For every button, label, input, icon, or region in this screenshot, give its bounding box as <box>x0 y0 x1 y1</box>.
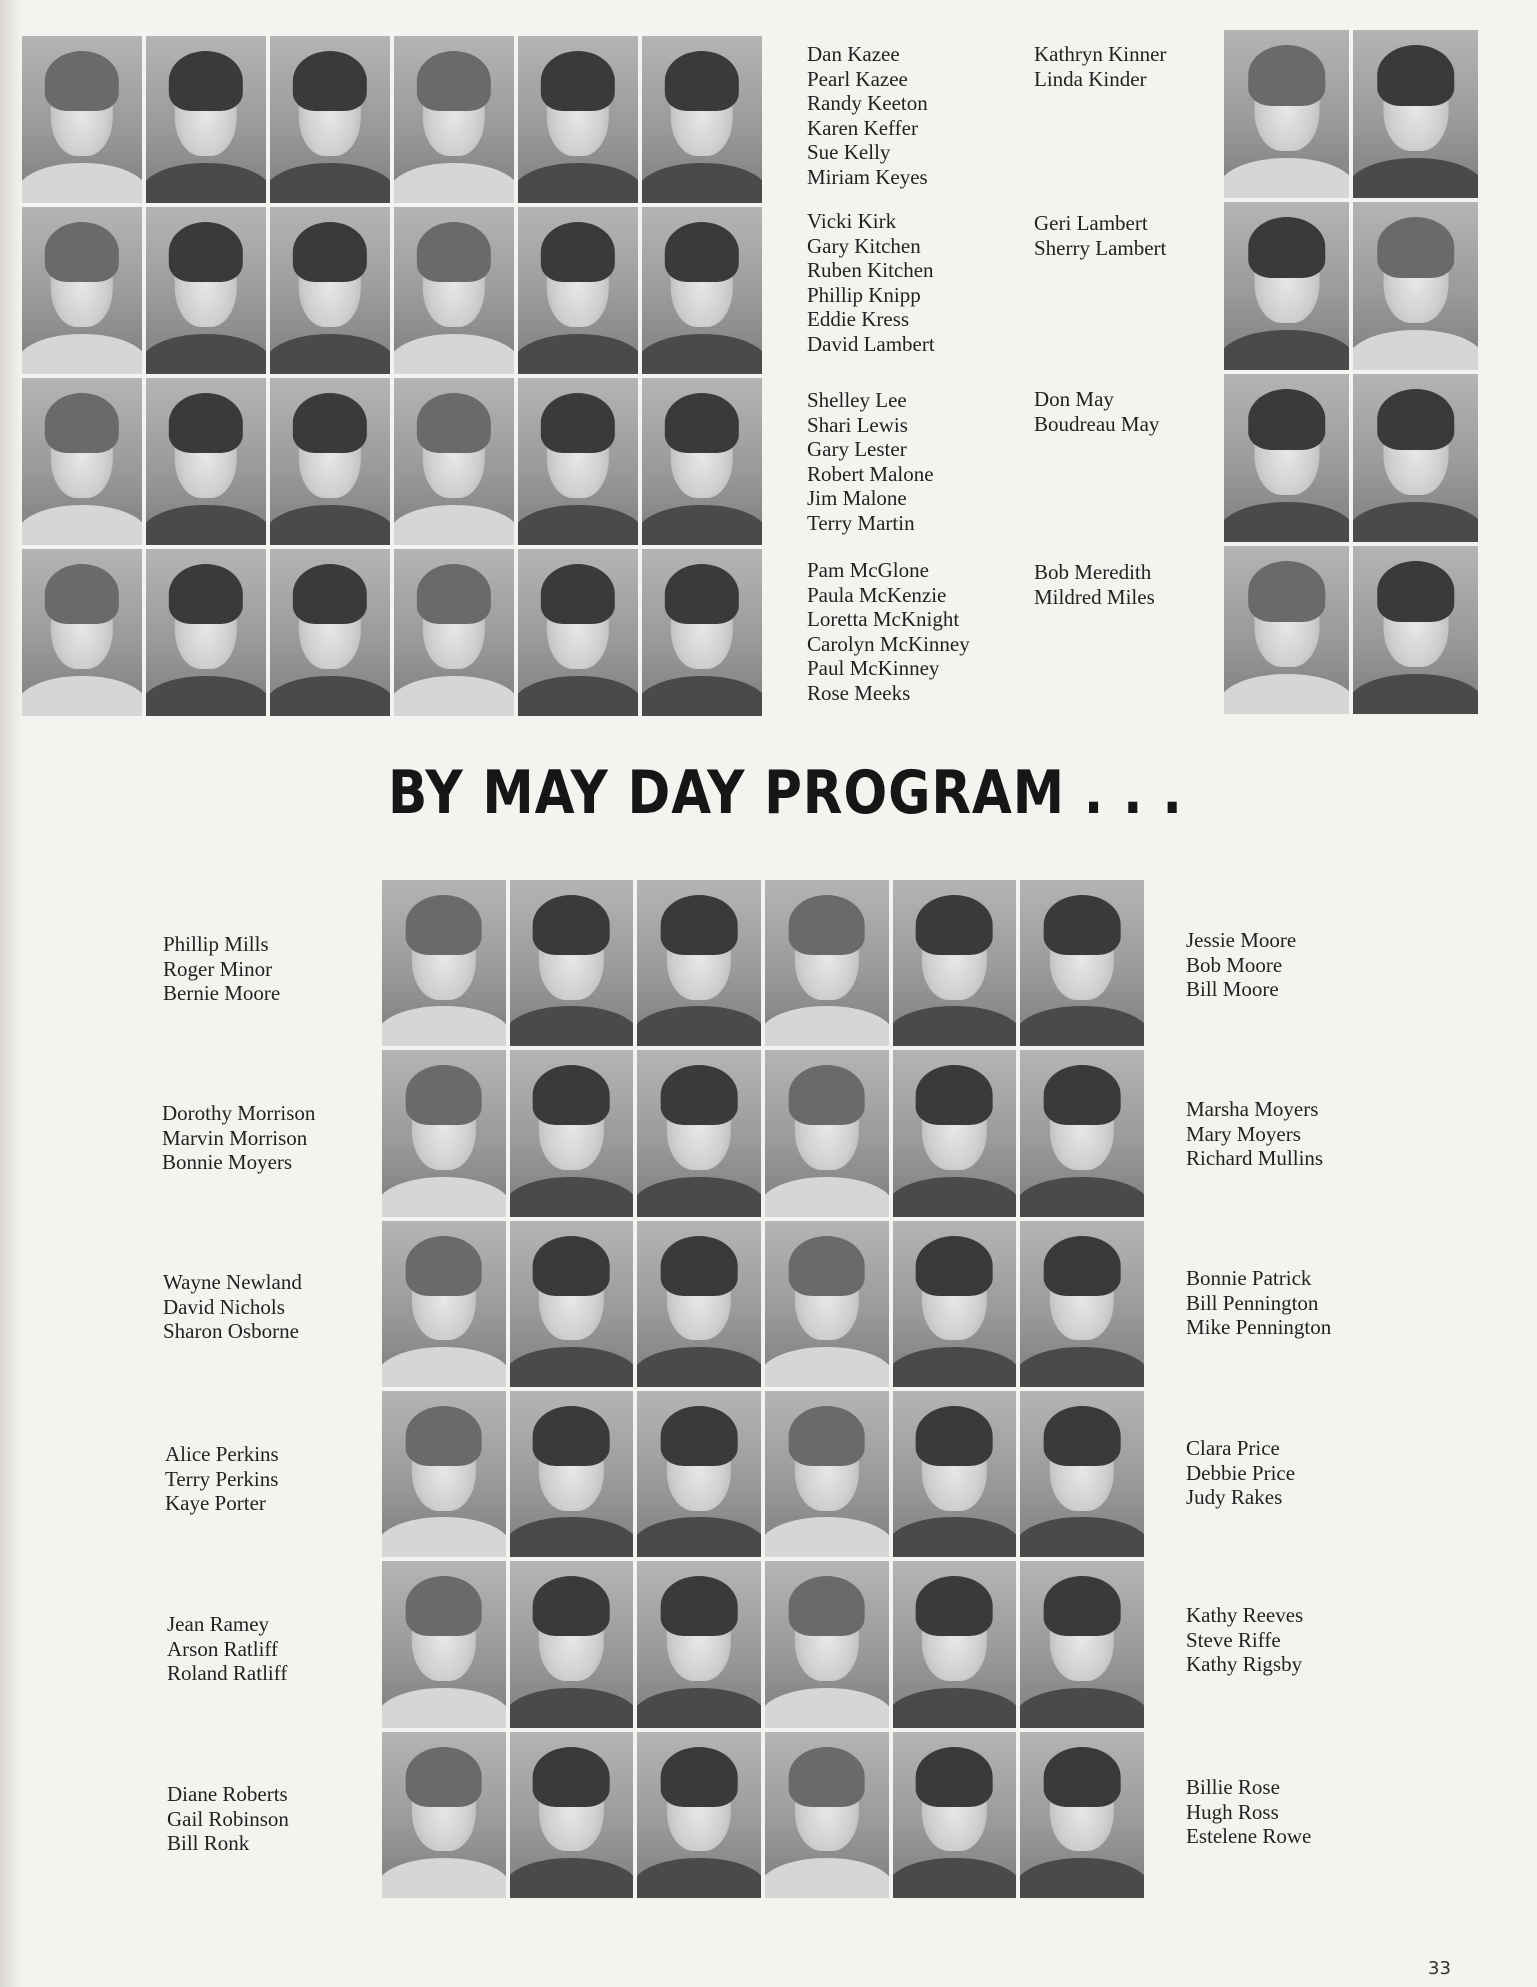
names-bottom-right-group-6 <box>1186 1775 1311 1849</box>
student-portrait <box>518 549 638 716</box>
student-name: Clara Price <box>1186 1436 1280 1460</box>
portrait-hair <box>665 51 739 111</box>
names-top-right-group-2 <box>1034 211 1166 260</box>
portrait-hair <box>406 895 483 955</box>
student-portrait <box>382 1221 506 1387</box>
student-name: Steve Riffe <box>1186 1627 1281 1652</box>
portrait-shoulders <box>1020 1517 1144 1557</box>
student-portrait <box>382 1050 506 1216</box>
student-portrait <box>765 1391 889 1557</box>
portrait-hair <box>533 1747 610 1807</box>
student-name: Geri Lambert <box>1034 211 1148 235</box>
student-name: Marvin Morrison <box>162 1125 308 1150</box>
names-top-group-1 <box>807 42 928 189</box>
student-portrait <box>642 549 762 716</box>
student-name: Terry Martin <box>807 510 915 535</box>
names-bottom-right-group-1 <box>1186 928 1296 1002</box>
names-bottom-left-group-1 <box>163 932 280 1006</box>
portrait-hair <box>1044 1236 1121 1296</box>
student-name: Bill Moore <box>1186 977 1279 1001</box>
student-name: Sherry Lambert <box>1034 235 1167 260</box>
portrait-hair <box>533 1236 610 1296</box>
portrait-shoulders <box>642 334 762 374</box>
student-name: Don May <box>1034 387 1114 411</box>
portrait-hair <box>1248 561 1326 621</box>
student-name: Kathryn Kinner <box>1034 42 1167 66</box>
student-portrait <box>510 880 634 1046</box>
portrait-shoulders <box>394 163 514 203</box>
portrait-hair <box>661 1747 738 1807</box>
portrait-shoulders <box>642 163 762 203</box>
portrait-shoulders <box>637 1177 761 1217</box>
student-name: Mike Pennington <box>1186 1315 1332 1339</box>
student-name: Hugh Ross <box>1186 1799 1279 1824</box>
student-portrait <box>765 880 889 1046</box>
portrait-hair <box>533 1065 610 1125</box>
student-portrait <box>510 1732 634 1898</box>
names-bottom-left-group-4 <box>165 1442 279 1516</box>
portrait-hair <box>417 564 491 624</box>
student-name: Carolyn McKinney <box>807 631 970 656</box>
student-portrait <box>1020 1391 1144 1557</box>
student-portrait <box>382 1391 506 1557</box>
portrait-hair <box>788 895 865 955</box>
student-portrait <box>382 880 506 1046</box>
portrait-shoulders <box>22 163 142 203</box>
portrait-hair <box>45 222 119 282</box>
portrait-shoulders <box>893 1347 1017 1387</box>
student-portrait <box>270 207 390 374</box>
portrait-hair <box>293 51 367 111</box>
portrait-shoulders <box>510 1517 634 1557</box>
portrait-hair <box>916 1747 993 1807</box>
portrait-shoulders <box>893 1688 1017 1728</box>
portrait-shoulders <box>382 1347 506 1387</box>
portrait-shoulders <box>642 505 762 545</box>
page-headline: BY MAY DAY PROGRAM . . . <box>388 758 1183 828</box>
student-portrait <box>642 378 762 545</box>
student-name: Paula McKenzie <box>807 582 947 607</box>
portrait-hair <box>293 393 367 453</box>
student-portrait <box>637 1391 761 1557</box>
portrait-hair <box>293 564 367 624</box>
student-portrait <box>1353 202 1478 370</box>
portrait-hair <box>665 222 739 282</box>
portrait-shoulders <box>765 1858 889 1898</box>
student-portrait <box>510 1221 634 1387</box>
student-portrait <box>394 207 514 374</box>
portrait-hair <box>1377 389 1455 449</box>
portrait-hair <box>1377 217 1455 277</box>
portrait-shoulders <box>637 1858 761 1898</box>
portrait-hair <box>788 1406 865 1466</box>
student-name: Phillip Knipp <box>807 282 921 307</box>
student-portrait <box>510 1561 634 1727</box>
portrait-shoulders <box>146 334 266 374</box>
portrait-shoulders <box>1353 158 1478 198</box>
student-portrait <box>1353 374 1478 542</box>
student-name: Ruben Kitchen <box>807 258 934 282</box>
portrait-shoulders <box>765 1006 889 1046</box>
portrait-hair <box>1248 45 1326 105</box>
student-portrait <box>146 36 266 203</box>
portrait-grid-bottom <box>382 880 1144 1898</box>
portrait-hair <box>533 1576 610 1636</box>
portrait-shoulders <box>1020 1858 1144 1898</box>
student-name: Randy Keeton <box>807 91 928 115</box>
portrait-hair <box>665 564 739 624</box>
student-portrait <box>765 1221 889 1387</box>
portrait-hair <box>665 393 739 453</box>
student-name: Bill Pennington <box>1186 1290 1319 1315</box>
student-name: Terry Perkins <box>165 1466 279 1491</box>
student-portrait <box>893 1561 1017 1727</box>
portrait-shoulders <box>1224 502 1349 542</box>
portrait-hair <box>661 1406 738 1466</box>
student-name: Mary Moyers <box>1186 1121 1301 1146</box>
student-name: Roland Ratliff <box>167 1661 288 1685</box>
student-name: Bonnie Moyers <box>162 1150 293 1174</box>
student-name: Robert Malone <box>807 461 934 486</box>
student-portrait <box>22 207 142 374</box>
portrait-shoulders <box>637 1347 761 1387</box>
portrait-hair <box>45 564 119 624</box>
portrait-shoulders <box>510 1688 634 1728</box>
student-portrait <box>1020 1561 1144 1727</box>
portrait-hair <box>169 393 243 453</box>
student-portrait <box>518 207 638 374</box>
portrait-hair <box>661 1576 738 1636</box>
portrait-shoulders <box>1224 330 1349 370</box>
student-portrait <box>394 36 514 203</box>
portrait-grid-top-left <box>22 36 762 716</box>
student-portrait <box>637 1050 761 1216</box>
student-portrait <box>510 1391 634 1557</box>
portrait-hair <box>1248 217 1326 277</box>
portrait-shoulders <box>394 676 514 716</box>
student-name: Arson Ratliff <box>167 1636 279 1661</box>
student-portrait <box>1353 30 1478 198</box>
student-name: Loretta McKnight <box>807 607 960 631</box>
portrait-shoulders <box>382 1177 506 1217</box>
student-name: Dorothy Morrison <box>162 1101 316 1125</box>
student-name: Bob Meredith <box>1034 560 1152 584</box>
portrait-shoulders <box>1020 1006 1144 1046</box>
portrait-grid-top-right <box>1224 30 1478 714</box>
student-portrait <box>1020 1050 1144 1216</box>
student-name: Kaye Porter <box>165 1491 266 1515</box>
student-name: Eddie Kress <box>807 307 910 331</box>
student-portrait <box>510 1050 634 1216</box>
portrait-shoulders <box>518 676 638 716</box>
portrait-hair <box>406 1747 483 1807</box>
portrait-shoulders <box>510 1347 634 1387</box>
student-name: Phillip Mills <box>163 932 269 956</box>
student-name: Vicki Kirk <box>807 209 897 233</box>
student-portrait <box>642 207 762 374</box>
portrait-shoulders <box>1353 502 1478 542</box>
student-name: Miriam Keyes <box>807 164 928 189</box>
portrait-hair <box>788 1236 865 1296</box>
portrait-hair <box>541 222 615 282</box>
names-bottom-right-group-2 <box>1186 1097 1323 1171</box>
student-portrait <box>22 549 142 716</box>
student-portrait <box>765 1732 889 1898</box>
portrait-shoulders <box>637 1688 761 1728</box>
student-portrait <box>637 1561 761 1727</box>
student-portrait <box>382 1732 506 1898</box>
student-name: Kathy Reeves <box>1186 1603 1304 1627</box>
names-top-group-3 <box>807 388 934 535</box>
portrait-hair <box>1248 389 1326 449</box>
student-name: Rose Meeks <box>807 680 911 705</box>
student-portrait <box>893 1221 1017 1387</box>
portrait-hair <box>661 1236 738 1296</box>
portrait-shoulders <box>270 163 390 203</box>
portrait-hair <box>1044 1065 1121 1125</box>
names-top-group-4 <box>807 558 970 705</box>
portrait-hair <box>417 393 491 453</box>
portrait-shoulders <box>893 1517 1017 1557</box>
portrait-shoulders <box>270 505 390 545</box>
student-name: Bonnie Patrick <box>1186 1266 1312 1290</box>
portrait-shoulders <box>765 1177 889 1217</box>
student-name: Shari Lewis <box>807 412 908 437</box>
student-name: David Lambert <box>807 331 935 356</box>
student-name: Paul McKinney <box>807 656 940 680</box>
portrait-hair <box>1377 45 1455 105</box>
portrait-shoulders <box>637 1006 761 1046</box>
portrait-shoulders <box>510 1858 634 1898</box>
portrait-shoulders <box>1353 674 1478 714</box>
portrait-shoulders <box>394 334 514 374</box>
portrait-hair <box>169 51 243 111</box>
portrait-shoulders <box>394 505 514 545</box>
portrait-shoulders <box>382 1858 506 1898</box>
student-portrait <box>22 378 142 545</box>
student-portrait <box>270 36 390 203</box>
portrait-shoulders <box>146 505 266 545</box>
names-top-right-group-1 <box>1034 42 1166 91</box>
student-name: Dan Kazee <box>807 42 900 66</box>
student-portrait <box>1224 202 1349 370</box>
student-name: Billie Rose <box>1186 1775 1280 1799</box>
student-name: Jim Malone <box>807 486 907 510</box>
student-name: Bill Ronk <box>167 1831 250 1855</box>
names-bottom-left-group-3 <box>163 1270 302 1344</box>
student-portrait <box>270 378 390 545</box>
portrait-hair <box>788 1747 865 1807</box>
student-portrait <box>382 1561 506 1727</box>
portrait-hair <box>406 1576 483 1636</box>
student-name: Pearl Kazee <box>807 66 908 91</box>
portrait-hair <box>417 51 491 111</box>
portrait-shoulders <box>1224 158 1349 198</box>
portrait-shoulders <box>642 676 762 716</box>
portrait-shoulders <box>893 1858 1017 1898</box>
student-name: Wayne Newland <box>163 1270 302 1294</box>
portrait-hair <box>293 222 367 282</box>
portrait-hair <box>406 1236 483 1296</box>
student-portrait <box>1224 546 1349 714</box>
portrait-shoulders <box>382 1688 506 1728</box>
portrait-hair <box>916 1065 993 1125</box>
names-top-right-group-3 <box>1034 387 1159 436</box>
student-portrait <box>637 880 761 1046</box>
student-portrait <box>893 1391 1017 1557</box>
student-name: Gary Lester <box>807 437 907 461</box>
student-portrait <box>146 549 266 716</box>
student-portrait <box>637 1221 761 1387</box>
portrait-hair <box>417 222 491 282</box>
names-bottom-left-group-6 <box>167 1782 289 1856</box>
student-name: Gail Robinson <box>167 1806 289 1831</box>
student-name: Gary Kitchen <box>807 233 921 258</box>
student-portrait <box>518 378 638 545</box>
student-name: Bob Moore <box>1186 952 1283 977</box>
student-portrait <box>270 549 390 716</box>
student-name: Debbie Price <box>1186 1460 1296 1485</box>
portrait-shoulders <box>1020 1688 1144 1728</box>
portrait-shoulders <box>510 1177 634 1217</box>
names-bottom-left-group-5 <box>167 1612 287 1686</box>
portrait-hair <box>1044 1747 1121 1807</box>
names-bottom-right-group-5 <box>1186 1603 1303 1677</box>
portrait-hair <box>788 1576 865 1636</box>
portrait-shoulders <box>765 1347 889 1387</box>
names-bottom-right-group-4 <box>1186 1436 1295 1510</box>
portrait-shoulders <box>637 1517 761 1557</box>
student-name: Pam McGlone <box>807 558 929 582</box>
portrait-hair <box>169 222 243 282</box>
names-top-right-group-4 <box>1034 560 1155 609</box>
portrait-shoulders <box>1353 330 1478 370</box>
portrait-hair <box>45 51 119 111</box>
portrait-shoulders <box>518 334 638 374</box>
portrait-shoulders <box>270 334 390 374</box>
portrait-hair <box>533 1406 610 1466</box>
portrait-shoulders <box>518 505 638 545</box>
portrait-shoulders <box>765 1517 889 1557</box>
portrait-hair <box>1377 561 1455 621</box>
portrait-shoulders <box>146 163 266 203</box>
portrait-shoulders <box>146 676 266 716</box>
page-number: 33 <box>1428 1958 1451 1979</box>
student-name: Marsha Moyers <box>1186 1097 1319 1121</box>
student-name: Shelley Lee <box>807 388 907 412</box>
student-name: Mildred Miles <box>1034 584 1155 609</box>
portrait-hair <box>406 1406 483 1466</box>
student-portrait <box>22 36 142 203</box>
student-portrait <box>893 1732 1017 1898</box>
student-name: Roger Minor <box>163 956 273 981</box>
portrait-shoulders <box>893 1006 1017 1046</box>
portrait-shoulders <box>765 1688 889 1728</box>
student-name: Bernie Moore <box>163 981 281 1005</box>
portrait-hair <box>1044 1576 1121 1636</box>
student-portrait <box>518 36 638 203</box>
portrait-shoulders <box>510 1006 634 1046</box>
portrait-shoulders <box>1020 1177 1144 1217</box>
student-portrait <box>1020 1732 1144 1898</box>
portrait-shoulders <box>270 676 390 716</box>
page-binding-edge <box>0 0 22 1987</box>
portrait-hair <box>916 1406 993 1466</box>
student-name: David Nichols <box>163 1294 285 1319</box>
portrait-hair <box>661 1065 738 1125</box>
student-name: Boudreau May <box>1034 411 1160 436</box>
portrait-shoulders <box>22 676 142 716</box>
portrait-shoulders <box>22 334 142 374</box>
student-name: Sharon Osborne <box>163 1319 299 1343</box>
portrait-hair <box>916 895 993 955</box>
student-name: Judy Rakes <box>1186 1485 1283 1509</box>
student-portrait <box>394 549 514 716</box>
student-portrait <box>1224 30 1349 198</box>
student-portrait <box>146 378 266 545</box>
portrait-hair <box>916 1576 993 1636</box>
student-name: Alice Perkins <box>165 1442 279 1466</box>
student-name: Diane Roberts <box>167 1782 288 1806</box>
portrait-hair <box>541 51 615 111</box>
student-name: Richard Mullins <box>1186 1146 1324 1170</box>
student-portrait <box>893 1050 1017 1216</box>
student-portrait <box>1353 546 1478 714</box>
portrait-hair <box>541 564 615 624</box>
student-portrait <box>146 207 266 374</box>
portrait-hair <box>45 393 119 453</box>
portrait-shoulders <box>382 1517 506 1557</box>
portrait-hair <box>169 564 243 624</box>
student-name: Linda Kinder <box>1034 66 1147 91</box>
student-name: Karen Keffer <box>807 115 918 140</box>
portrait-shoulders <box>893 1177 1017 1217</box>
portrait-shoulders <box>518 163 638 203</box>
student-name: Jean Ramey <box>167 1612 270 1636</box>
portrait-shoulders <box>22 505 142 545</box>
student-portrait <box>765 1561 889 1727</box>
student-name: Jessie Moore <box>1186 928 1297 952</box>
portrait-hair <box>406 1065 483 1125</box>
portrait-hair <box>661 895 738 955</box>
student-name: Sue Kelly <box>807 140 891 164</box>
student-name: Estelene Rowe <box>1186 1824 1312 1848</box>
student-portrait <box>1020 880 1144 1046</box>
student-portrait <box>893 880 1017 1046</box>
portrait-hair <box>533 895 610 955</box>
student-portrait <box>765 1050 889 1216</box>
student-portrait <box>1224 374 1349 542</box>
student-portrait <box>637 1732 761 1898</box>
student-portrait <box>642 36 762 203</box>
student-portrait <box>1020 1221 1144 1387</box>
student-portrait <box>394 378 514 545</box>
portrait-shoulders <box>382 1006 506 1046</box>
portrait-hair <box>1044 1406 1121 1466</box>
names-bottom-left-group-2 <box>162 1101 315 1175</box>
portrait-shoulders <box>1020 1347 1144 1387</box>
portrait-hair <box>541 393 615 453</box>
portrait-hair <box>788 1065 865 1125</box>
portrait-shoulders <box>1224 674 1349 714</box>
names-top-group-2 <box>807 209 935 356</box>
portrait-hair <box>1044 895 1121 955</box>
names-bottom-right-group-3 <box>1186 1266 1331 1340</box>
student-name: Kathy Rigsby <box>1186 1652 1303 1676</box>
portrait-hair <box>916 1236 993 1296</box>
